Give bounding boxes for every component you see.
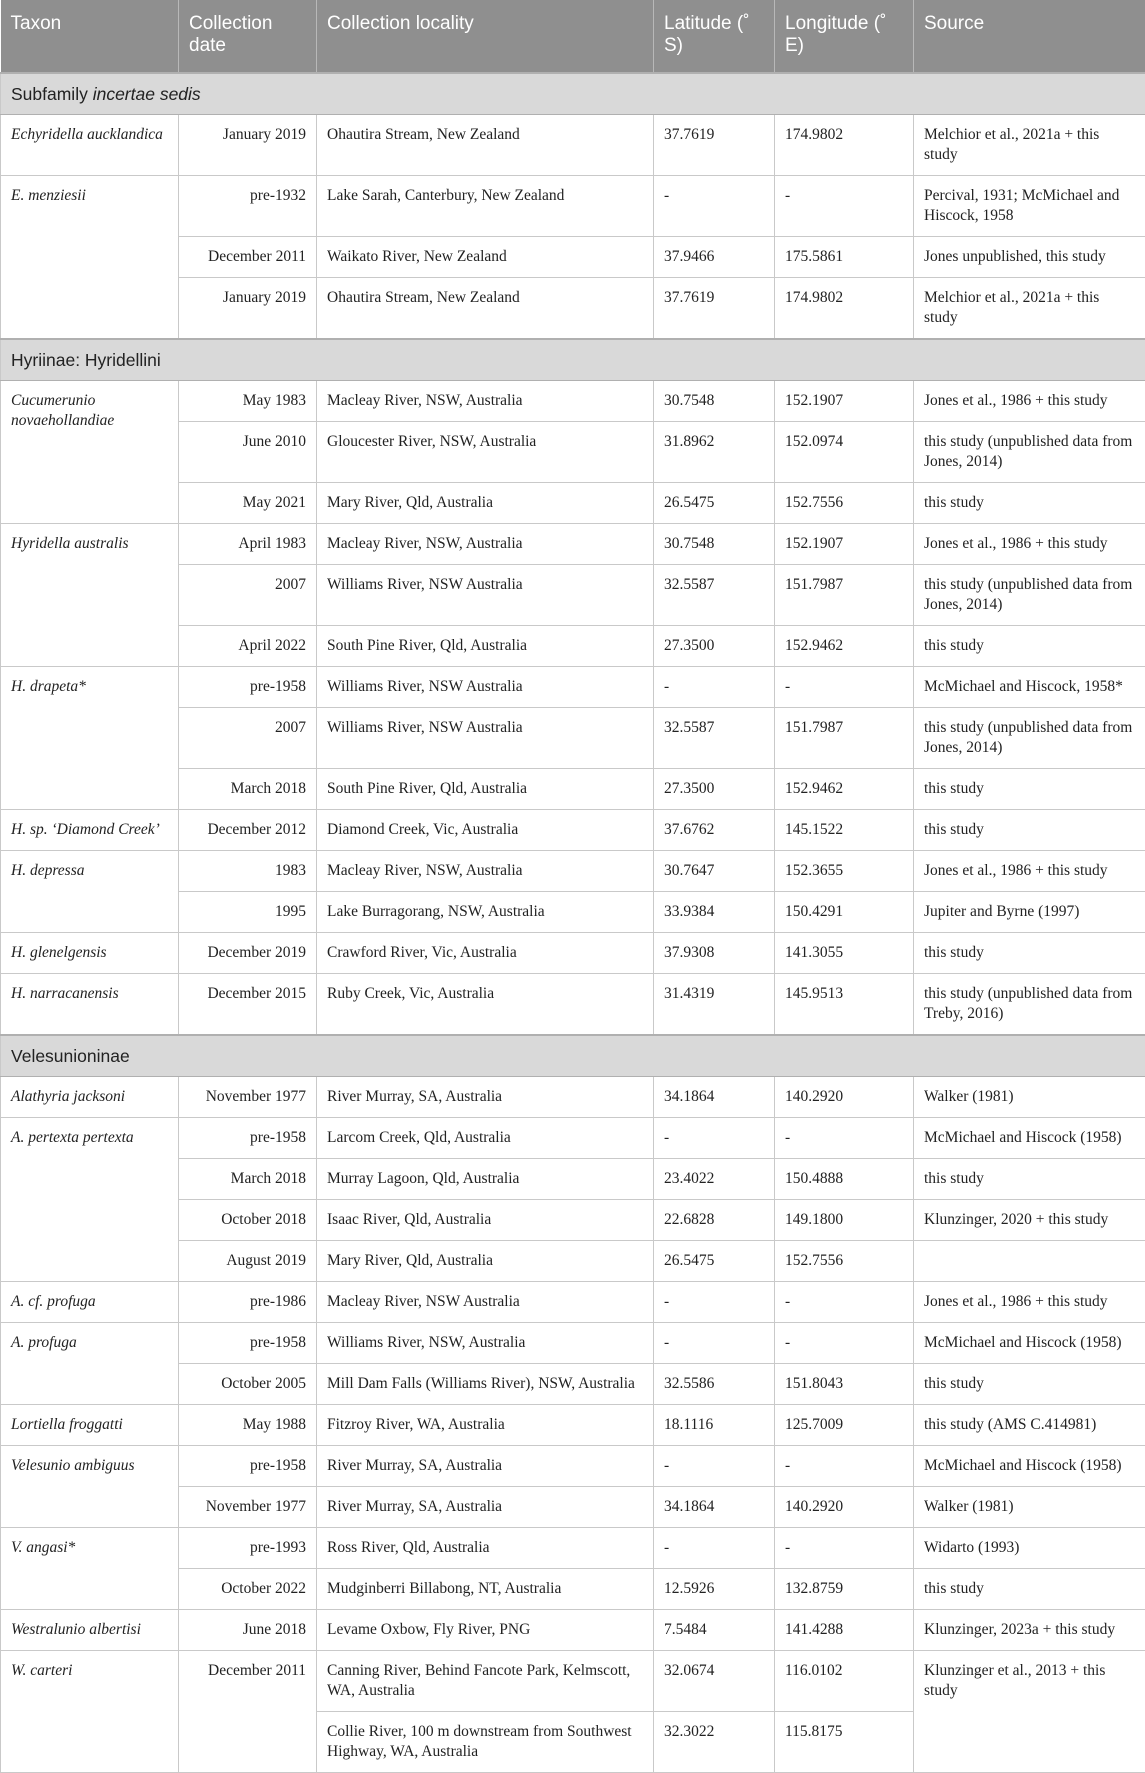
date-cell: December 2015 <box>179 974 317 1036</box>
latitude-cell: - <box>654 1323 775 1364</box>
locality-cell: Larcom Creek, Qld, Australia <box>317 1118 654 1159</box>
latitude-cell: 22.6828 <box>654 1200 775 1241</box>
locality-cell: Crawford River, Vic, Australia <box>317 933 654 974</box>
taxon-cell: H. glenelgensis <box>1 933 179 974</box>
date-cell: October 2005 <box>179 1364 317 1405</box>
date-cell: pre-1958 <box>179 1118 317 1159</box>
latitude-cell: 37.7619 <box>654 115 775 176</box>
table-row <box>1 1323 1145 1364</box>
taxon-cell: Alathyria jacksoni <box>1 1077 179 1118</box>
source-cell <box>914 1241 1145 1282</box>
source-cell: this study <box>914 810 1145 851</box>
locality-cell: Mill Dam Falls (Williams River), NSW, Australia <box>317 1364 654 1405</box>
longitude-cell: 149.1800 <box>775 1200 914 1241</box>
date-cell: December 2012 <box>179 810 317 851</box>
source-cell: this study <box>914 1159 1145 1200</box>
source-cell: Percival, 1931; McMichael and Hiscock, 1958 <box>914 176 1145 237</box>
date-cell: June 2010 <box>179 422 317 483</box>
longitude-cell: 152.9462 <box>775 626 914 667</box>
locality-cell: Fitzroy River, WA, Australia <box>317 1405 654 1446</box>
source-cell: Jones et al., 1986 + this study <box>914 381 1145 422</box>
longitude-cell: - <box>775 667 914 708</box>
source-cell: Melchior et al., 2021a + this study <box>914 115 1145 176</box>
longitude-cell: 145.9513 <box>775 974 914 1036</box>
longitude-cell: 150.4888 <box>775 1159 914 1200</box>
table-row <box>1 176 1145 237</box>
source-cell: this study (AMS C.414981) <box>914 1405 1145 1446</box>
section-row <box>1 1035 1145 1077</box>
latitude-cell: 37.9308 <box>654 933 775 974</box>
latitude-cell: - <box>654 667 775 708</box>
locality-cell: Waikato River, New Zealand <box>317 237 654 278</box>
source-cell: McMichael and Hiscock (1958) <box>914 1323 1145 1364</box>
taxon-cell: W. carteri <box>1 1651 179 1773</box>
section-incertae-sedis <box>1 73 1145 115</box>
locality-cell: Levame Oxbow, Fly River, PNG <box>317 1610 654 1651</box>
date-cell: June 2018 <box>179 1610 317 1651</box>
source-cell: McMichael and Hiscock, 1958* <box>914 667 1145 708</box>
source-cell: this study (unpublished data from Treby, 2016) <box>914 974 1145 1036</box>
latitude-cell: 30.7647 <box>654 851 775 892</box>
latitude-cell: 32.3022 <box>654 1712 775 1773</box>
longitude-cell: 175.5861 <box>775 237 914 278</box>
taxon-cell: Westralunio albertisi <box>1 1610 179 1651</box>
table-row <box>1 851 1145 892</box>
source-cell: this study <box>914 1364 1145 1405</box>
source-cell: this study (unpublished data from Jones, 2014) <box>914 565 1145 626</box>
date-cell: pre-1958 <box>179 1323 317 1364</box>
latitude-cell: 27.3500 <box>654 626 775 667</box>
date-cell: 2007 <box>179 708 317 769</box>
locality-cell: Diamond Creek, Vic, Australia <box>317 810 654 851</box>
table-row <box>1 810 1145 851</box>
header-longitude: Longitude (˚ E) <box>775 0 914 73</box>
latitude-cell: 26.5475 <box>654 1241 775 1282</box>
latitude-cell: 26.5475 <box>654 483 775 524</box>
locality-cell: Collie River, 100 m downstream from Southwest Highway, WA, Australia <box>317 1712 654 1773</box>
header-source: Source <box>914 0 1145 73</box>
header-latitude: Latitude (˚ S) <box>654 0 775 73</box>
locality-cell: Ruby Creek, Vic, Australia <box>317 974 654 1036</box>
longitude-cell: 116.0102 <box>775 1651 914 1712</box>
date-cell: October 2022 <box>179 1569 317 1610</box>
date-cell: November 1977 <box>179 1077 317 1118</box>
latitude-cell: - <box>654 176 775 237</box>
date-cell: January 2019 <box>179 278 317 340</box>
date-cell: pre-1993 <box>179 1528 317 1569</box>
taxon-cell: Hyridella australis <box>1 524 179 667</box>
table-row <box>1 1610 1145 1651</box>
table-row <box>1 667 1145 708</box>
locality-cell: Ohautira Stream, New Zealand <box>317 115 654 176</box>
locality-cell: Macleay River, NSW, Australia <box>317 851 654 892</box>
source-cell: Jones et al., 1986 + this study <box>914 851 1145 892</box>
latitude-cell: 31.4319 <box>654 974 775 1036</box>
locality-cell: Williams River, NSW, Australia <box>317 1323 654 1364</box>
latitude-cell: 37.6762 <box>654 810 775 851</box>
longitude-cell: 141.4288 <box>775 1610 914 1651</box>
latitude-cell: 37.7619 <box>654 278 775 340</box>
date-cell: May 1983 <box>179 381 317 422</box>
taxon-cell: E. menziesii <box>1 176 179 340</box>
latitude-cell: - <box>654 1118 775 1159</box>
locality-cell: Ross River, Qld, Australia <box>317 1528 654 1569</box>
source-cell: this study <box>914 933 1145 974</box>
date-cell: May 2021 <box>179 483 317 524</box>
longitude-cell: 151.7987 <box>775 708 914 769</box>
longitude-cell: 152.9462 <box>775 769 914 810</box>
date-cell: March 2018 <box>179 1159 317 1200</box>
latitude-cell: - <box>654 1446 775 1487</box>
latitude-cell: 27.3500 <box>654 769 775 810</box>
source-cell: McMichael and Hiscock (1958) <box>914 1118 1145 1159</box>
latitude-cell: 18.1116 <box>654 1405 775 1446</box>
latitude-cell: - <box>654 1282 775 1323</box>
date-cell: March 2018 <box>179 769 317 810</box>
longitude-cell: 152.1907 <box>775 524 914 565</box>
date-cell: October 2018 <box>179 1200 317 1241</box>
source-cell: Jupiter and Byrne (1997) <box>914 892 1145 933</box>
locality-cell: Macleay River, NSW, Australia <box>317 524 654 565</box>
date-cell: 1983 <box>179 851 317 892</box>
section-velesunioninae: Velesunioninae <box>1 1035 1145 1077</box>
source-cell: Klunzinger et al., 2013 + this study <box>914 1651 1145 1773</box>
longitude-cell: 132.8759 <box>775 1569 914 1610</box>
table-row <box>1 974 1145 1036</box>
locality-cell: South Pine River, Qld, Australia <box>317 626 654 667</box>
locality-cell: Canning River, Behind Fancote Park, Kelmscott, WA, Australia <box>317 1651 654 1712</box>
latitude-cell: 23.4022 <box>654 1159 775 1200</box>
section-hyriinae: Hyriinae: Hyridellini <box>1 339 1145 381</box>
source-cell: Jones et al., 1986 + this study <box>914 1282 1145 1323</box>
date-cell: January 2019 <box>179 115 317 176</box>
section-italic: incertae sedis <box>93 84 201 104</box>
locality-cell: Ohautira Stream, New Zealand <box>317 278 654 340</box>
locality-cell: River Murray, SA, Australia <box>317 1487 654 1528</box>
source-cell: Walker (1981) <box>914 1487 1145 1528</box>
date-cell: pre-1958 <box>179 667 317 708</box>
longitude-cell: 140.2920 <box>775 1487 914 1528</box>
longitude-cell: 152.0974 <box>775 422 914 483</box>
section-prefix: Subfamily <box>11 84 93 104</box>
source-cell: this study <box>914 1569 1145 1610</box>
latitude-cell: 32.0674 <box>654 1651 775 1712</box>
locality-cell: Lake Sarah, Canterbury, New Zealand <box>317 176 654 237</box>
date-cell: pre-1986 <box>179 1282 317 1323</box>
locality-cell: Gloucester River, NSW, Australia <box>317 422 654 483</box>
locality-cell: Williams River, NSW Australia <box>317 565 654 626</box>
locality-cell: Williams River, NSW Australia <box>317 667 654 708</box>
table-row <box>1 524 1145 565</box>
longitude-cell: 152.7556 <box>775 483 914 524</box>
header-date: Collection date <box>179 0 317 73</box>
table-row <box>1 1282 1145 1323</box>
latitude-cell: 12.5926 <box>654 1569 775 1610</box>
locality-cell: Lake Burragorang, NSW, Australia <box>317 892 654 933</box>
longitude-cell: 174.9802 <box>775 278 914 340</box>
latitude-cell: 37.9466 <box>654 237 775 278</box>
longitude-cell: - <box>775 1118 914 1159</box>
locality-cell: Mary River, Qld, Australia <box>317 1241 654 1282</box>
source-cell: Walker (1981) <box>914 1077 1145 1118</box>
longitude-cell: 145.1522 <box>775 810 914 851</box>
date-cell: April 1983 <box>179 524 317 565</box>
latitude-cell: 34.1864 <box>654 1487 775 1528</box>
latitude-cell: 34.1864 <box>654 1077 775 1118</box>
source-cell: Widarto (1993) <box>914 1528 1145 1569</box>
table-row <box>1 1651 1145 1712</box>
date-cell: April 2022 <box>179 626 317 667</box>
taxon-cell: A. profuga <box>1 1323 179 1405</box>
longitude-cell: 150.4291 <box>775 892 914 933</box>
taxon-cell: H. narracanensis <box>1 974 179 1036</box>
longitude-cell: - <box>775 1323 914 1364</box>
table-row <box>1 933 1145 974</box>
longitude-cell: - <box>775 1446 914 1487</box>
locality-cell: Williams River, NSW Australia <box>317 708 654 769</box>
locality-cell: River Murray, SA, Australia <box>317 1077 654 1118</box>
longitude-cell: 125.7009 <box>775 1405 914 1446</box>
latitude-cell: 30.7548 <box>654 524 775 565</box>
taxon-cell: Lortiella froggatti <box>1 1405 179 1446</box>
longitude-cell: - <box>775 1282 914 1323</box>
table-row <box>1 1077 1145 1118</box>
locality-cell: Macleay River, NSW Australia <box>317 1282 654 1323</box>
latitude-cell: 30.7548 <box>654 381 775 422</box>
locality-cell: Murray Lagoon, Qld, Australia <box>317 1159 654 1200</box>
table-row <box>1 381 1145 422</box>
locality-cell: Macleay River, NSW, Australia <box>317 381 654 422</box>
source-cell: McMichael and Hiscock (1958) <box>914 1446 1145 1487</box>
table-row <box>1 1528 1145 1569</box>
source-cell: Klunzinger, 2020 + this study <box>914 1200 1145 1241</box>
longitude-cell: 115.8175 <box>775 1712 914 1773</box>
source-cell: Melchior et al., 2021a + this study <box>914 278 1145 340</box>
source-cell: this study <box>914 769 1145 810</box>
taxon-cell: A. pertexta pertexta <box>1 1118 179 1282</box>
header-locality: Collection locality <box>317 0 654 73</box>
date-cell: May 1988 <box>179 1405 317 1446</box>
taxon-cell: V. angasi* <box>1 1528 179 1610</box>
taxon-cell: Echyridella aucklandica <box>1 115 179 176</box>
date-cell: August 2019 <box>179 1241 317 1282</box>
longitude-cell: 152.3655 <box>775 851 914 892</box>
date-cell: November 1977 <box>179 1487 317 1528</box>
source-cell: Jones unpublished, this study <box>914 237 1145 278</box>
section-row <box>1 73 1145 115</box>
source-cell: Jones et al., 1986 + this study <box>914 524 1145 565</box>
header-row <box>1 0 1145 73</box>
longitude-cell: 152.1907 <box>775 381 914 422</box>
longitude-cell: 151.8043 <box>775 1364 914 1405</box>
latitude-cell: - <box>654 1528 775 1569</box>
taxon-cell: H. depressa <box>1 851 179 933</box>
latitude-cell: 7.5484 <box>654 1610 775 1651</box>
table-row <box>1 115 1145 176</box>
longitude-cell: - <box>775 1528 914 1569</box>
source-cell: this study (unpublished data from Jones, 2014) <box>914 708 1145 769</box>
table-row <box>1 1118 1145 1159</box>
source-cell: Klunzinger, 2023a + this study <box>914 1610 1145 1651</box>
date-cell: December 2019 <box>179 933 317 974</box>
longitude-cell: 140.2920 <box>775 1077 914 1118</box>
taxon-cell: H. drapeta* <box>1 667 179 810</box>
source-cell: this study <box>914 483 1145 524</box>
latitude-cell: 32.5586 <box>654 1364 775 1405</box>
longitude-cell: 151.7987 <box>775 565 914 626</box>
latitude-cell: 32.5587 <box>654 565 775 626</box>
taxon-cell: Velesunio ambiguus <box>1 1446 179 1528</box>
taxon-cell: Cucumerunio novaehollandiae <box>1 381 179 524</box>
longitude-cell: 141.3055 <box>775 933 914 974</box>
header-taxon: Taxon <box>1 0 179 73</box>
locality-cell: South Pine River, Qld, Australia <box>317 769 654 810</box>
section-row <box>1 339 1145 381</box>
date-cell: December 2011 <box>179 237 317 278</box>
date-cell: pre-1958 <box>179 1446 317 1487</box>
source-cell: this study <box>914 626 1145 667</box>
taxon-cell: H. sp. ‘Diamond Creek’ <box>1 810 179 851</box>
date-cell: December 2011 <box>179 1651 317 1773</box>
locality-cell: River Murray, SA, Australia <box>317 1446 654 1487</box>
longitude-cell: 174.9802 <box>775 115 914 176</box>
latitude-cell: 31.8962 <box>654 422 775 483</box>
latitude-cell: 32.5587 <box>654 708 775 769</box>
date-cell: 1995 <box>179 892 317 933</box>
locality-cell: Mary River, Qld, Australia <box>317 483 654 524</box>
latitude-cell: 33.9384 <box>654 892 775 933</box>
date-cell: 2007 <box>179 565 317 626</box>
locality-cell: Mudginberri Billabong, NT, Australia <box>317 1569 654 1610</box>
table-row <box>1 1446 1145 1487</box>
longitude-cell: 152.7556 <box>775 1241 914 1282</box>
taxon-cell: A. cf. profuga <box>1 1282 179 1323</box>
source-cell: this study (unpublished data from Jones, 2014) <box>914 422 1145 483</box>
table-row <box>1 1405 1145 1446</box>
locality-cell: Isaac River, Qld, Australia <box>317 1200 654 1241</box>
date-cell: pre-1932 <box>179 176 317 237</box>
longitude-cell: - <box>775 176 914 237</box>
